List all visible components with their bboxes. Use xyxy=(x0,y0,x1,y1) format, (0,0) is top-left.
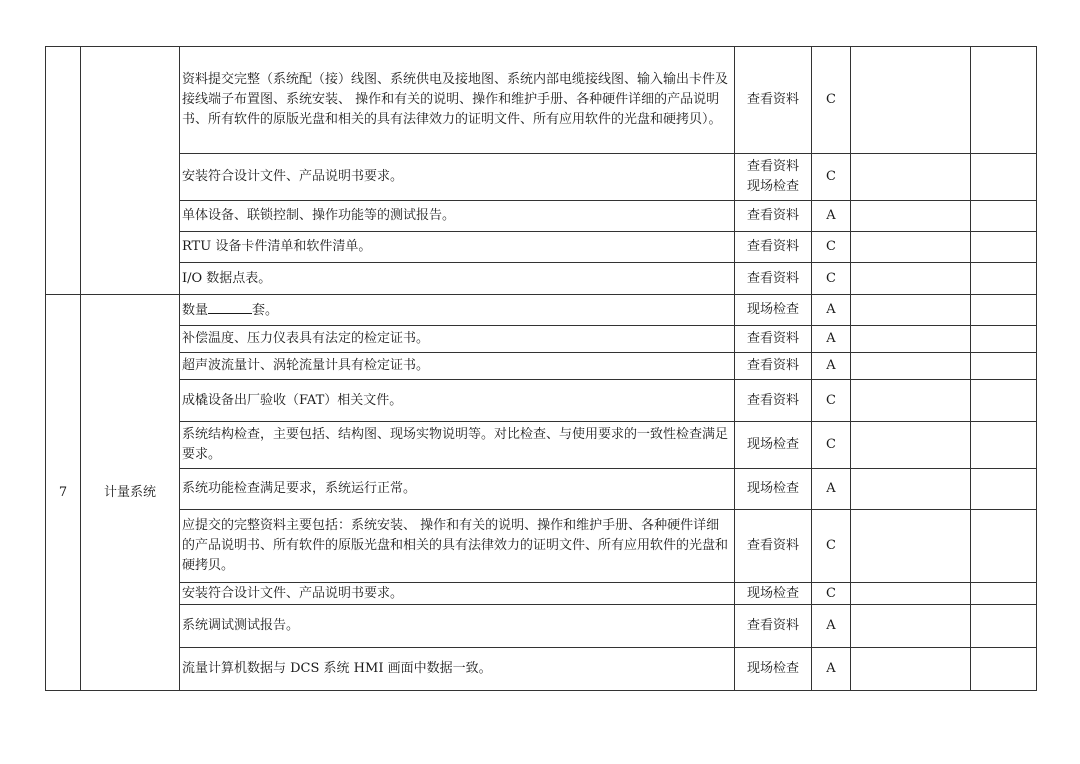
check-grade: A xyxy=(812,353,851,380)
remark-cell xyxy=(971,353,1037,380)
remark-cell xyxy=(971,326,1037,353)
check-grade: C xyxy=(812,510,851,583)
remark-cell xyxy=(971,583,1037,605)
result-cell xyxy=(851,422,971,469)
table-row xyxy=(46,295,1037,326)
remark-cell xyxy=(971,263,1037,295)
row-number-cell: 7 xyxy=(46,295,81,691)
table-row xyxy=(46,154,1037,201)
result-cell xyxy=(851,648,971,691)
table-row xyxy=(46,353,1037,380)
result-cell xyxy=(851,326,971,353)
check-item: RTU 设备卡件清单和软件清单。 xyxy=(180,232,735,263)
check-method: 查看资料 xyxy=(735,605,812,648)
check-grade: A xyxy=(812,326,851,353)
check-item: 超声波流量计、涡轮流量计具有检定证书。 xyxy=(180,353,735,380)
check-grade: C xyxy=(812,47,851,154)
remark-cell xyxy=(971,605,1037,648)
check-method: 查看资料 xyxy=(735,47,812,154)
result-cell xyxy=(851,353,971,380)
check-grade: A xyxy=(812,648,851,691)
check-item: 单体设备、联锁控制、操作功能等的测试报告。 xyxy=(180,201,735,232)
system-name-cell: 计量系统 xyxy=(81,295,180,691)
result-cell xyxy=(851,47,971,154)
table-row xyxy=(46,583,1037,605)
remark-cell xyxy=(971,422,1037,469)
remark-cell xyxy=(971,510,1037,583)
quantity-suffix: 套。 xyxy=(252,303,279,318)
check-method: 查看资料 xyxy=(735,380,812,422)
check-item: I/O 数据点表。 xyxy=(180,263,735,295)
check-grade: A xyxy=(812,295,851,326)
check-item: 系统结构检查，主要包括、结构图、现场实物说明等。对比检查、与使用要求的一致性检查满足要求。 xyxy=(180,422,735,469)
result-cell xyxy=(851,201,971,232)
remark-cell xyxy=(971,232,1037,263)
table-row xyxy=(46,510,1037,583)
result-cell xyxy=(851,605,971,648)
check-method: 查看资料 xyxy=(735,510,812,583)
check-grade: C xyxy=(812,422,851,469)
result-cell xyxy=(851,380,971,422)
check-grade: A xyxy=(812,469,851,510)
system-name-cell xyxy=(81,47,180,295)
check-grade: A xyxy=(812,605,851,648)
check-method: 查看资料 xyxy=(735,353,812,380)
check-method: 现场检查 xyxy=(735,648,812,691)
check-item: 流量计算机数据与 DCS 系统 HMI 画面中数据一致。 xyxy=(180,648,735,691)
check-item: 安装符合设计文件、产品说明书要求。 xyxy=(180,583,735,605)
table-row xyxy=(46,201,1037,232)
check-method: 查看资料 xyxy=(735,263,812,295)
table-row xyxy=(46,263,1037,295)
check-grade: C xyxy=(812,380,851,422)
check-grade: A xyxy=(812,201,851,232)
check-item: 应提交的完整资料主要包括：系统安装、 操作和有关的说明、操作和维护手册、各种硬件详细的产品说明书、所有软件的原版光盘和相关的具有法律效力的证明文件、所有应用软件的光盘和硬拷贝。 xyxy=(180,510,735,583)
table-row xyxy=(46,605,1037,648)
table-row xyxy=(46,422,1037,469)
remark-cell xyxy=(971,47,1037,154)
check-method: 查看资料 xyxy=(735,232,812,263)
check-grade: C xyxy=(812,583,851,605)
remark-cell xyxy=(971,648,1037,691)
table-row xyxy=(46,47,1037,154)
check-item: 安装符合设计文件、产品说明书要求。 xyxy=(180,154,735,201)
quantity-prefix: 数量 xyxy=(182,303,209,318)
result-cell xyxy=(851,583,971,605)
check-item: 成橇设备出厂验收（FAT）相关文件。 xyxy=(180,380,735,422)
table-row xyxy=(46,648,1037,691)
remark-cell xyxy=(971,380,1037,422)
check-method: 现场检查 xyxy=(735,295,812,326)
table-row xyxy=(46,469,1037,510)
check-item xyxy=(180,295,735,326)
remark-cell xyxy=(971,469,1037,510)
result-cell xyxy=(851,469,971,510)
table-row xyxy=(46,232,1037,263)
remark-cell xyxy=(971,201,1037,232)
result-cell xyxy=(851,232,971,263)
check-item: 资料提交完整（系统配（接）线图、系统供电及接地图、系统内部电缆接线图、输入输出卡件及接线端子布置图、系统安装、 操作和有关的说明、操作和维护手册、各种硬件详细的产品说明书、所有软件的原版光盘和相关的具有法律效力的证明文件、所有应用软件的光盘和硬拷贝）。 xyxy=(180,47,735,154)
table-row xyxy=(46,380,1037,422)
check-grade: C xyxy=(812,263,851,295)
check-grade: C xyxy=(812,154,851,201)
check-method-line: 查看资料 现场检查 xyxy=(746,159,799,194)
check-method: 现场检查 xyxy=(735,583,812,605)
result-cell xyxy=(851,263,971,295)
remark-cell xyxy=(971,295,1037,326)
row-number-cell xyxy=(46,47,81,295)
remark-cell xyxy=(971,154,1037,201)
check-item: 系统功能检查满足要求，系统运行正常。 xyxy=(180,469,735,510)
check-item: 系统调试测试报告。 xyxy=(180,605,735,648)
result-cell xyxy=(851,295,971,326)
result-cell xyxy=(851,510,971,583)
result-cell xyxy=(851,154,971,201)
check-method: 查看资料 xyxy=(735,201,812,232)
check-method: 现场检查 xyxy=(735,422,812,469)
check-grade: C xyxy=(812,232,851,263)
check-method xyxy=(735,154,812,201)
check-method: 现场检查 xyxy=(735,469,812,510)
table-row xyxy=(46,326,1037,353)
acceptance-checklist-table xyxy=(45,46,1037,691)
check-item: 补偿温度、压力仪表具有法定的检定证书。 xyxy=(180,326,735,353)
quantity-blank xyxy=(208,299,252,314)
check-method: 查看资料 xyxy=(735,326,812,353)
